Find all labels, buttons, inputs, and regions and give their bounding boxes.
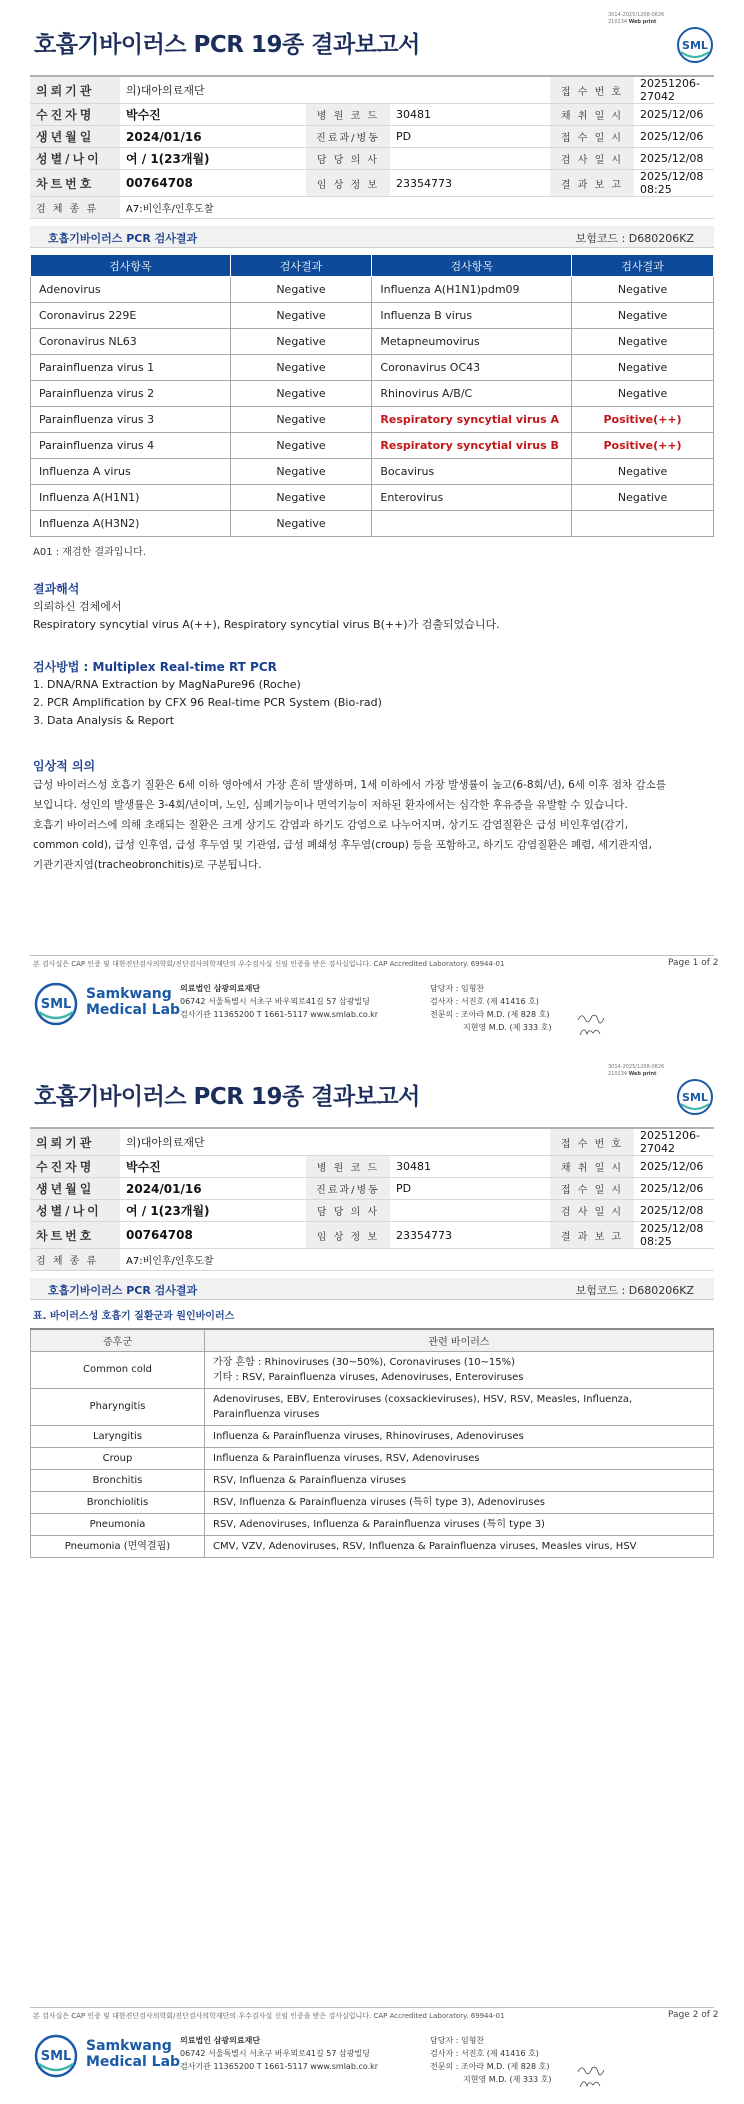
info-label: 생년월일: [30, 1178, 120, 1200]
info-label: 생년월일: [30, 126, 120, 148]
interpretation-heading: 결과해석: [33, 582, 80, 596]
disease-table-title: 표. 바이러스성 호흡기 질환군과 원인바이러스: [33, 1311, 235, 1322]
virus-cell: RSV, Influenza & Parainfluenza viruses (특히 type 3), Adenoviruses: [205, 1491, 714, 1513]
footer-brand: Samkwang Medical Lab: [86, 2038, 181, 2070]
test-item: Coronavirus OC43: [372, 355, 572, 381]
test-result: Negative: [572, 303, 714, 329]
recheck-note: A01 : 재검한 결과입니다.: [33, 547, 146, 558]
info-value: 박수진: [120, 1156, 306, 1178]
syndrome-cell: Bronchiolitis: [31, 1491, 205, 1513]
test-result: Negative: [572, 381, 714, 407]
table-row: [31, 1469, 714, 1491]
test-result: Negative: [572, 355, 714, 381]
test-item: [372, 511, 572, 537]
syndrome-cell: Pneumonia: [31, 1513, 205, 1535]
info-label: 접 수 번 호: [550, 76, 634, 104]
virus-cell: 가장 흔함 : Rhinoviruses (30~50%), Coronaviruses (10~15%) 기타 : RSV, Parainfluenza viruses, Adenoviruses, Enteroviruses: [205, 1351, 714, 1388]
info-row: [30, 170, 714, 197]
syndrome-cell: Laryngitis: [31, 1425, 205, 1447]
info-label: 차트번호: [30, 1222, 120, 1249]
info-value: [390, 1200, 550, 1222]
info-value: 30481: [390, 1156, 550, 1178]
positive-test-result: Positive(++): [572, 407, 714, 433]
info-value: 2025/12/06: [634, 1156, 714, 1178]
table-row: [31, 355, 714, 381]
info-row: [30, 1222, 714, 1249]
info-row: [30, 148, 714, 170]
virus-cell: CMV, VZV, Adenoviruses, RSV, Influenza & Parainfluenza viruses, Measles virus, HSV: [205, 1535, 714, 1557]
test-result: Negative: [230, 433, 372, 459]
table-row: [31, 485, 714, 511]
info-value: PD: [390, 1178, 550, 1200]
print-meta: 3014-2025/1208-0826 210234 Web print: [608, 1064, 665, 1077]
table-row: [31, 1425, 714, 1447]
info-label: 진료과/병동: [306, 126, 390, 148]
section-title: 호흡기바이러스 PCR 검사결과: [48, 232, 198, 245]
test-item: Metapneumovirus: [372, 329, 572, 355]
info-value: 여 / 1(23개월): [120, 148, 306, 170]
info-value: 20251206-27042: [634, 76, 714, 104]
column-header: 검사결과: [572, 255, 714, 277]
samkwang-logo-icon: [34, 982, 78, 1026]
info-value: 23354773: [390, 1222, 550, 1249]
test-result: Negative: [230, 303, 372, 329]
table-row: [31, 459, 714, 485]
table-row: [31, 1447, 714, 1469]
table-row: [31, 433, 714, 459]
footer-brand: Samkwang Medical Lab: [86, 986, 181, 1018]
test-item: Bocavirus: [372, 459, 572, 485]
cap-accreditation: 본 검사실은 CAP 인증 및 대한진단검사의학회/진단검사의학재단의 우수검사실 신임 인증을 받은 검사실입니다. CAP Accredited Laboratory. 69944-01: [33, 2012, 505, 2020]
interpretation-text: 의뢰하신 검체에서 Respiratory syncytial virus A(++), Respiratory syncytial virus B(++)가 검출되었습니다.: [33, 600, 500, 631]
table-row: [31, 329, 714, 355]
info-label: 결 과 보 고: [550, 170, 634, 197]
disease-header-row: [31, 1329, 714, 1351]
test-item: Enterovirus: [372, 485, 572, 511]
svg-text:SML: SML: [682, 39, 708, 52]
info-row: [30, 76, 714, 104]
info-value: A7:비인후/인후도찰: [120, 197, 714, 219]
info-label: 임 상 정 보: [306, 170, 390, 197]
test-item: Parainfluenza virus 2: [31, 381, 231, 407]
section-title: 호흡기바이러스 PCR 검사결과: [48, 1284, 198, 1297]
syndrome-cell: Common cold: [31, 1351, 205, 1388]
virus-cell: Influenza & Parainfluenza viruses, Rhinoviruses, Adenoviruses: [205, 1425, 714, 1447]
info-label: 접 수 일 시: [550, 1178, 634, 1200]
disease-virus-table: [30, 1328, 714, 1558]
table-row: [31, 1388, 714, 1425]
info-row: [30, 197, 714, 219]
info-label: 차트번호: [30, 170, 120, 197]
info-value: 여 / 1(23개월): [120, 1200, 306, 1222]
test-item: Parainfluenza virus 1: [31, 355, 231, 381]
info-row: [30, 1156, 714, 1178]
info-value: 의)대아의료재단: [120, 1128, 550, 1156]
column-header: 검사항목: [372, 255, 572, 277]
info-label: 채 취 일 시: [550, 1156, 634, 1178]
test-item: Influenza A(H1N1): [31, 485, 231, 511]
info-row: [30, 126, 714, 148]
info-label: 진료과/병동: [306, 1178, 390, 1200]
test-result: Negative: [230, 277, 372, 303]
clinical-text: 급성 바이러스성 호흡기 질환은 6세 이하 영아에서 가장 흔히 발생하며, 1세 이하에서 가장 발생률이 높고(6-8회/년), 6세 이후 점차 감소를 보입니다. 성인의 발생률은 3-4회/년이며, 노인, 심폐기능이나 면역기능이 저하된 환자에서는 심각한 후유증을 유발할 수 있습니다. 호흡기 바이러스에 의해 초래되는 질환은 크게 상기도 감염과 하기도 감염으로 나누어지며, 상기도 감염질환은 급성 비인후염(감기, common cold), 급성 인후염, 급성 후두염 및 기관염, 급성 폐쇄성 후두염(croup) 등을 포함하고, 하기도 감염질환은 폐렴, 세기관지염, 기관기관지염(tracheobronchitis)로 구분됩니다.: [33, 779, 666, 871]
column-header: 검사결과: [230, 255, 372, 277]
info-label: 검 체 종 류: [30, 197, 120, 219]
info-value: 2025/12/08: [634, 148, 714, 170]
test-result: Negative: [572, 329, 714, 355]
signature-icon: [576, 2076, 606, 2090]
footer-divider: [30, 2007, 714, 2008]
report-title: 호흡기바이러스 PCR 19종 결과보고서: [34, 1084, 420, 1110]
clinical-heading: 임상적 의의: [33, 759, 96, 773]
page-number: Page 1 of 2: [668, 958, 719, 968]
info-label: 검 체 종 류: [30, 1249, 120, 1271]
info-value: 2024/01/16: [120, 1178, 306, 1200]
test-result: Negative: [572, 277, 714, 303]
info-value: 2025/12/08 08:25: [634, 1222, 714, 1249]
test-item: Coronavirus NL63: [31, 329, 231, 355]
info-label: 성별/나이: [30, 1200, 120, 1222]
info-value: 2024/01/16: [120, 126, 306, 148]
test-item: Influenza A(H3N2): [31, 511, 231, 537]
info-value: 00764708: [120, 170, 306, 197]
results-header-row: [31, 255, 714, 277]
test-item: Adenovirus: [31, 277, 231, 303]
info-label: 의뢰기관: [30, 1128, 120, 1156]
test-result: Negative: [572, 485, 714, 511]
svg-text:SML: SML: [40, 997, 72, 1012]
info-row: [30, 104, 714, 126]
info-row: [30, 1249, 714, 1271]
info-label: 담 당 의 사: [306, 148, 390, 170]
info-value: 2025/12/06: [634, 104, 714, 126]
info-value: PD: [390, 126, 550, 148]
column-header: 검사항목: [31, 255, 231, 277]
report-page-2: [0, 1052, 744, 2104]
column-header: 관련 바이러스: [205, 1329, 714, 1351]
info-value: 2025/12/08: [634, 1200, 714, 1222]
test-item: Rhinovirus A/B/C: [372, 381, 572, 407]
test-result: Negative: [230, 459, 372, 485]
positive-test-result: Positive(++): [572, 433, 714, 459]
table-row: [31, 381, 714, 407]
syndrome-cell: Bronchitis: [31, 1469, 205, 1491]
test-result: Negative: [230, 329, 372, 355]
test-item: Coronavirus 229E: [31, 303, 231, 329]
info-label: 검 사 일 시: [550, 1200, 634, 1222]
info-label: 접 수 일 시: [550, 126, 634, 148]
test-item: Influenza A virus: [31, 459, 231, 485]
patient-info-table: [30, 1127, 714, 1271]
test-result: Negative: [230, 485, 372, 511]
table-row: [31, 277, 714, 303]
test-item: Influenza A(H1N1)pdm09: [372, 277, 572, 303]
svg-text:SML: SML: [682, 1091, 708, 1104]
test-result: Negative: [230, 407, 372, 433]
syndrome-cell: Pharyngitis: [31, 1388, 205, 1425]
virus-cell: Adenoviruses, EBV, Enteroviruses (coxsackieviruses), HSV, RSV, Measles, Influenza, Parainfluenza viruses: [205, 1388, 714, 1425]
info-value: 20251206-27042: [634, 1128, 714, 1156]
test-result: Negative: [572, 459, 714, 485]
insurance-code: 보험코드 : D680206KZ: [575, 1284, 694, 1297]
method-steps: 1. DNA/RNA Extraction by MagNaPure96 (Roche) 2. PCR Amplification by CFX 96 Real-time PCR System (Bio-rad) 3. Data Analysis & Report: [33, 678, 382, 727]
column-header: 증후군: [31, 1329, 205, 1351]
footer-address: 의료법인 삼광의료재단 06742 서울특별시 서초구 바우뫼로41길 57 삼광빌딩 검사기관 11365200 T 1661-5117 www.smlab.co.kr: [180, 984, 379, 1019]
virus-cell: RSV, Influenza & Parainfluenza viruses: [205, 1469, 714, 1491]
footer-address: 의료법인 삼광의료재단 06742 서울특별시 서초구 바우뫼로41길 57 삼광빌딩 검사기관 11365200 T 1661-5117 www.smlab.co.kr: [180, 2036, 379, 2071]
method-heading: 검사방법 : Multiplex Real-time RT PCR: [33, 660, 277, 674]
footer-staff: 담당자 : 임형찬 검사자 : 서진호 (제 41416 호) 전문의 : 조아라 M.D. (제 828 호) 지현영 M.D. (제 333 호): [430, 984, 552, 1032]
info-label: 검 사 일 시: [550, 148, 634, 170]
table-row: [31, 1491, 714, 1513]
sml-logo-icon: [676, 1078, 714, 1116]
footer-divider: [30, 955, 714, 956]
test-item: Parainfluenza virus 4: [31, 433, 231, 459]
table-row: [31, 1535, 714, 1557]
info-value: 박수진: [120, 104, 306, 126]
info-label: 임 상 정 보: [306, 1222, 390, 1249]
footer-staff: 담당자 : 임형찬 검사자 : 서진호 (제 41416 호) 전문의 : 조아라 M.D. (제 828 호) 지현영 M.D. (제 333 호): [430, 2036, 552, 2084]
table-row: [31, 1513, 714, 1535]
info-value: 2025/12/08 08:25: [634, 170, 714, 197]
table-row: [31, 303, 714, 329]
results-table: [30, 254, 714, 537]
test-result: [572, 511, 714, 537]
cap-accreditation: 본 검사실은 CAP 인증 및 대한진단검사의학회/진단검사의학재단의 우수검사실 신임 인증을 받은 검사실입니다. CAP Accredited Laboratory. 69944-01: [33, 960, 505, 968]
positive-test-item: Respiratory syncytial virus A: [372, 407, 572, 433]
info-label: 수진자명: [30, 1156, 120, 1178]
sml-logo-icon: [676, 26, 714, 64]
syndrome-cell: Pneumonia (면역결핍): [31, 1535, 205, 1557]
print-meta: 3014-2025/1208-0826 210234 Web print: [608, 12, 665, 25]
info-label: 접 수 번 호: [550, 1128, 634, 1156]
info-value: 2025/12/06: [634, 126, 714, 148]
info-row: [30, 1128, 714, 1156]
info-label: 채 취 일 시: [550, 104, 634, 126]
signature-icon: [576, 2062, 606, 2076]
info-label: 수진자명: [30, 104, 120, 126]
signature-icon: [576, 1010, 606, 1024]
table-row: [31, 1351, 714, 1388]
positive-test-item: Respiratory syncytial virus B: [372, 433, 572, 459]
info-value: 의)대아의료재단: [120, 76, 550, 104]
info-value: 30481: [390, 104, 550, 126]
virus-cell: Influenza & Parainfluenza viruses, RSV, Adenoviruses: [205, 1447, 714, 1469]
report-title: 호흡기바이러스 PCR 19종 결과보고서: [34, 32, 420, 58]
patient-info-table: [30, 75, 714, 219]
table-row: [31, 407, 714, 433]
signature-icon: [576, 1024, 606, 1038]
results-section-header: [30, 226, 714, 248]
svg-text:SML: SML: [40, 2049, 72, 2064]
test-result: Negative: [230, 511, 372, 537]
virus-cell: RSV, Adenoviruses, Influenza & Parainfluenza viruses (특히 type 3): [205, 1513, 714, 1535]
test-result: Negative: [230, 381, 372, 407]
info-row: [30, 1178, 714, 1200]
info-label: 성별/나이: [30, 148, 120, 170]
syndrome-cell: Croup: [31, 1447, 205, 1469]
info-label: 의뢰기관: [30, 76, 120, 104]
info-value: 00764708: [120, 1222, 306, 1249]
info-value: [390, 148, 550, 170]
info-value: 23354773: [390, 170, 550, 197]
results-section-header: [30, 1278, 714, 1300]
test-result: Negative: [230, 355, 372, 381]
info-label: 결 과 보 고: [550, 1222, 634, 1249]
table-row: [31, 511, 714, 537]
samkwang-logo-icon: [34, 2034, 78, 2078]
insurance-code: 보험코드 : D680206KZ: [575, 232, 694, 245]
test-item: Influenza B virus: [372, 303, 572, 329]
page-number: Page 2 of 2: [668, 2010, 719, 2020]
test-item: Parainfluenza virus 3: [31, 407, 231, 433]
info-label: 담 당 의 사: [306, 1200, 390, 1222]
info-row: [30, 1200, 714, 1222]
info-value: A7:비인후/인후도찰: [120, 1249, 714, 1271]
info-label: 병 원 코 드: [306, 1156, 390, 1178]
info-label: 병 원 코 드: [306, 104, 390, 126]
info-value: 2025/12/06: [634, 1178, 714, 1200]
